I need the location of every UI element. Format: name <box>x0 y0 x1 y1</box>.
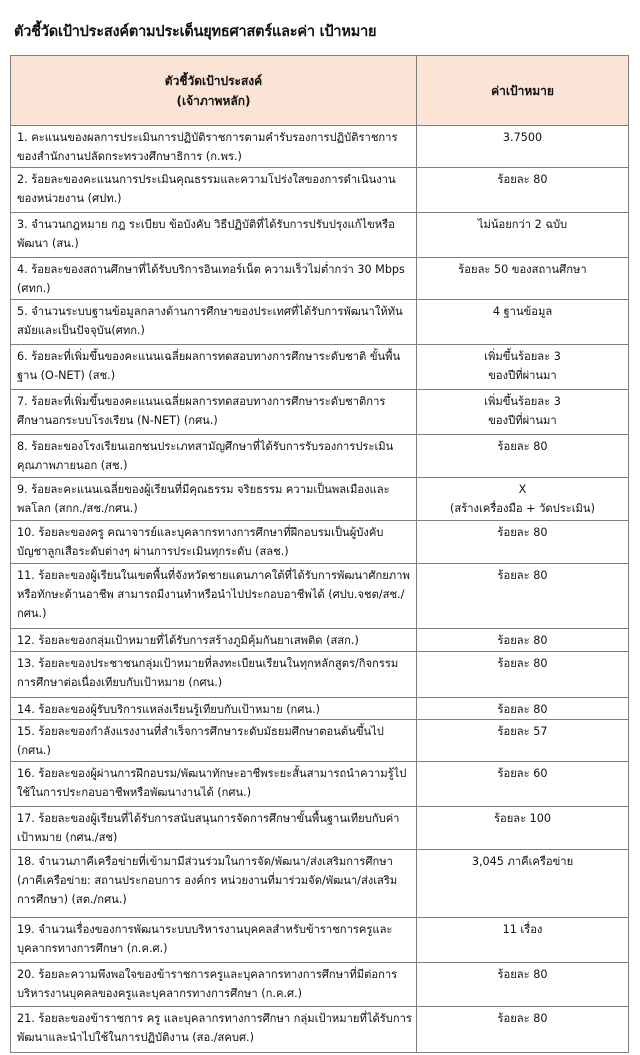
indicator-cell: 12. ร้อยละของกลุ่มเป้าหมายที่ได้รับการสร้างภูมิคุ้มกันยาเสพติด (สสก.) <box>11 629 417 652</box>
indicator-cell: 14. ร้อยละของผู้รับบริการแหล่งเรียนรู้เทียบกับเป้าหมาย (กศน.) <box>11 698 417 720</box>
indicator-cell: 9. ร้อยละคะแนนเฉลี่ยของผู้เรียนที่มีคุณธรรม จริยธรรม ความเป็นพลเมืองและพลโลก (สกก./สช./กศน.) <box>11 478 417 521</box>
target-value: เพิ่มขึ้นร้อยละ 3 <box>484 395 561 408</box>
target-cell <box>417 629 629 652</box>
indicator-cell: 4. ร้อยละของสถานศึกษาที่ได้รับบริการอินเทอร์เน็ต ความเร็วไม่ต่ำกว่า 30 Mbps (ศทก.) <box>11 258 417 300</box>
table-row <box>11 963 629 1007</box>
indicator-cell: 16. ร้อยละของผู้ผ่านการฝึกอบรม/พัฒนาทักษะอาชีพระยะสั้นสามารถนำความรู้ไปใช้ในการประกอบอาชีพหรือพัฒนางานได้ (กศน.) <box>11 762 417 807</box>
target-cell <box>417 807 629 850</box>
target-value: ร้อยละ 80 <box>497 703 548 716</box>
target-value: ร้อยละ 80 <box>497 1012 548 1025</box>
indicator-cell: 7. ร้อยละที่เพิ่มขึ้นของคะแนนเฉลี่ยผลการทดสอบทางการศึกษาระดับชาติการศึกษานอกระบบโรงเรียน (N-NET) (กศน.) <box>11 390 417 435</box>
target-cell <box>417 720 629 762</box>
indicator-cell: 15. ร้อยละของกำลังแรงงานที่สำเร็จการศึกษาระดับมัธยมศึกษาตอนต้นขึ้นไป (กศน.) <box>11 720 417 762</box>
table-row <box>11 258 629 300</box>
table-row <box>11 850 629 918</box>
table-body <box>11 126 629 1053</box>
target-value: X <box>518 483 527 496</box>
target-cell <box>417 698 629 720</box>
target-value-note: ของปีที่ผ่านมา <box>488 369 557 382</box>
target-value: ร้อยละ 80 <box>497 634 548 647</box>
table-row <box>11 478 629 521</box>
target-value: ร้อยละ 80 <box>497 657 548 670</box>
indicator-cell: 21. ร้อยละของข้าราชการ ครู และบุคลากรทางการศึกษา กลุ่มเป้าหมายที่ได้รับการพัฒนาและนำไปใช้ในการปฏิบัติงาน (สอ./สคบศ.) <box>11 1007 417 1053</box>
target-value: ร้อยละ 100 <box>493 812 552 825</box>
header-indicator <box>11 56 417 126</box>
indicator-table <box>10 55 629 1053</box>
indicator-cell: 11. ร้อยละของผู้เรียนในเขตพื้นที่จังหวัดชายแดนภาคใต้ที่ได้รับการพัฒนาศักยภาพ หรือทักษะด้านอาชีพ สามารถมีงานทำหรือนำไปประกอบอาชีพได้ (ศปบ.จชต/สช./กศน.) <box>11 564 417 629</box>
table-row <box>11 652 629 698</box>
table-row <box>11 435 629 478</box>
indicator-cell: 8. ร้อยละของโรงเรียนเอกชนประเภทสามัญศึกษาที่ได้รับการรับรองการประเมินคุณภาพภายนอก (สช.) <box>11 435 417 478</box>
table-header-row <box>11 56 629 126</box>
indicator-cell: 17. ร้อยละของผู้เรียนที่ได้รับการสนับสนุนการจัดการศึกษาขั้นพื้นฐานเทียบกับค่าเป้าหมาย (กศน./สช) <box>11 807 417 850</box>
table-row <box>11 564 629 629</box>
table-row <box>11 126 629 168</box>
target-cell <box>417 345 629 390</box>
header-target: ค่าเป้าหมาย <box>417 56 629 126</box>
indicator-cell: 6. ร้อยละที่เพิ่มขึ้นของคะแนนเฉลี่ยผลการทดสอบทางการศึกษาระดับชาติ ขั้นพื้นฐาน (O-NET) (สช.) <box>11 345 417 390</box>
target-value: ไม่น้อยกว่า 2 ฉบับ <box>477 218 568 231</box>
target-value: ร้อยละ 80 <box>497 569 548 582</box>
indicator-cell: 18. จำนวนภาคีเครือข่ายที่เข้ามามีส่วนร่วมในการจัด/พัฒนา/ส่งเสริมการศึกษา (ภาคีเครือข่าย: สถานประกอบการ องค์กร หน่วยงานที่มาร่วมจัด/พัฒนา/ส่งเสริมการศึกษา) (สต./กศน.) <box>11 850 417 918</box>
target-cell <box>417 521 629 564</box>
table-row <box>11 720 629 762</box>
target-value-note: ของปีที่ผ่านมา <box>488 414 557 427</box>
table-row <box>11 918 629 963</box>
target-cell <box>417 850 629 918</box>
target-cell <box>417 258 629 300</box>
target-value: ร้อยละ 80 <box>497 968 548 981</box>
table-row <box>11 300 629 345</box>
target-value-note: (สร้างเครื่องมือ + วัดประเมิน) <box>450 502 595 515</box>
indicator-cell: 3. จำนวนกฎหมาย กฎ ระเบียบ ข้อบังคับ วิธีปฏิบัติที่ได้รับการปรับปรุงแก้ไขหรือพัฒนา (สน.) <box>11 213 417 258</box>
target-cell <box>417 390 629 435</box>
target-cell <box>417 126 629 168</box>
table-row <box>11 629 629 652</box>
table-row <box>11 762 629 807</box>
target-value: 3,045 ภาคีเครือข่าย <box>471 855 574 868</box>
target-value: ร้อยละ 80 <box>497 173 548 186</box>
table-row <box>11 1007 629 1053</box>
table-row <box>11 213 629 258</box>
target-value: 11 เรื่อง <box>502 923 543 936</box>
table-row <box>11 807 629 850</box>
table-row <box>11 168 629 213</box>
table-row <box>11 698 629 720</box>
table-row <box>11 521 629 564</box>
target-cell <box>417 762 629 807</box>
target-value: ร้อยละ 57 <box>497 725 548 738</box>
target-value: 3.7500 <box>502 131 543 144</box>
target-cell <box>417 1007 629 1053</box>
target-value: 4 ฐานข้อมูล <box>492 305 553 318</box>
target-cell <box>417 564 629 629</box>
target-cell <box>417 652 629 698</box>
target-cell <box>417 213 629 258</box>
page-title: ตัวชี้วัดเป้าประสงค์ตามประเด็นยุทธศาสตร์และค่า เป้าหมาย <box>14 24 377 40</box>
target-value: ร้อยละ 60 <box>497 767 548 780</box>
indicator-cell: 20. ร้อยละความพึงพอใจของข้าราชการครูและบุคลากรทางการศึกษาที่มีต่อการบริหารงานบุคคลของครูและบุคลากรทางการศึกษา (ก.ค.ศ.) <box>11 963 417 1007</box>
target-cell <box>417 963 629 1007</box>
indicator-cell: 13. ร้อยละของประชาชนกลุ่มเป้าหมายที่ลงทะเบียนเรียนในทุกหลักสูตร/กิจกรรมการศึกษาต่อเนื่องเทียบกับเป้าหมาย (กศน.) <box>11 652 417 698</box>
target-cell <box>417 168 629 213</box>
table-row <box>11 345 629 390</box>
table-row <box>11 390 629 435</box>
header-indicator-title: ตัวชี้วัดเป้าประสงค์ <box>164 73 263 88</box>
target-cell <box>417 300 629 345</box>
indicator-cell: 2. ร้อยละของคะแนนการประเมินคุณธรรมและความโปร่งใสของการดำเนินงานของหน่วยงาน (ศปท.) <box>11 168 417 213</box>
indicator-cell: 5. จำนวนระบบฐานข้อมูลกลางด้านการศึกษาของประเทศที่ได้รับการพัฒนาให้ทันสมัยและเป็นปัจจุบัน(ศทก.) <box>11 300 417 345</box>
target-cell <box>417 918 629 963</box>
target-value: ร้อยละ 80 <box>497 440 548 453</box>
indicator-cell: 19. จำนวนเรื่องของการพัฒนาระบบบริหารงานบุคคลสำหรับข้าราชการครูและบุคลากรทางการศึกษา (ก.ค.ศ.) <box>11 918 417 963</box>
indicator-cell: 10. ร้อยละของครู คณาจารย์และบุคลากรทางการศึกษาที่ฝึกอบรมเป็นผู้บังคับบัญชาลูกเสือระดับต่างๆ ผ่านการประเมินทุกระดับ (สลช.) <box>11 521 417 564</box>
target-cell <box>417 435 629 478</box>
header-indicator-owner: (เจ้าภาพหลัก) <box>176 93 251 108</box>
target-value: เพิ่มขึ้นร้อยละ 3 <box>484 350 561 363</box>
target-value: ร้อยละ 80 <box>497 526 548 539</box>
target-value: ร้อยละ 50 ของสถานศึกษา <box>458 263 587 276</box>
target-cell <box>417 478 629 521</box>
indicator-cell: 1. คะแนนของผลการประเมินการปฏิบัติราชการตามคำรับรองการปฏิบัติราชการของสำนักงานปลัดกระทรวงศึกษาธิการ (ก.พร.) <box>11 126 417 168</box>
